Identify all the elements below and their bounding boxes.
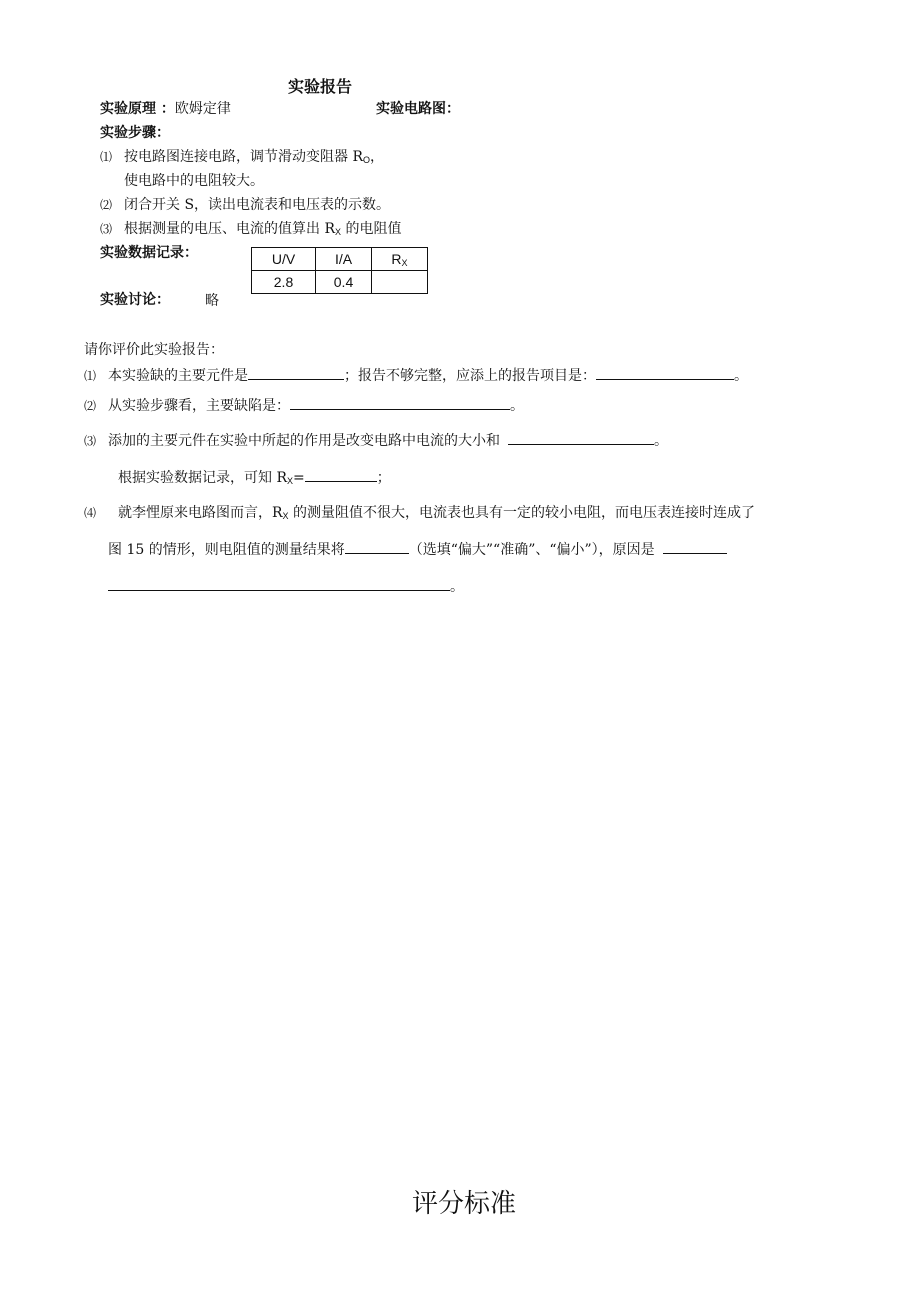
question-3-text: 添加的主要元件在实验中所起的作用是改变电路中电流的大小和: [108, 433, 500, 449]
table-header-cell: U/V: [252, 248, 316, 271]
discussion-value: 略: [205, 293, 219, 309]
step-2: [100, 196, 390, 214]
answer-blank[interactable]: [305, 468, 377, 482]
answer-blank[interactable]: [596, 366, 734, 380]
table-cell: [372, 271, 428, 294]
step-3: [100, 220, 401, 241]
answer-blank[interactable]: [108, 577, 450, 591]
question-3-number: ⑶: [84, 434, 97, 448]
question-2-end: 。: [510, 398, 524, 414]
question-1: [84, 366, 748, 385]
circuit-label: 实验电路图：: [376, 101, 460, 117]
data-label: 实验数据记录：: [100, 245, 198, 261]
table-row: [252, 271, 428, 294]
step-2-text: 闭合开关 S，读出电流表和电压表的示数。: [124, 197, 391, 213]
table-header-cell-rx: [372, 248, 428, 271]
question-1-number: ⑴: [84, 369, 97, 383]
question-4-line2: [108, 540, 727, 559]
principle-line: [100, 100, 231, 118]
step-1-comma: ，: [370, 149, 385, 165]
question-4-text-c: 图 15 的情形，则电阻值的测量结果将: [108, 542, 345, 558]
question-4-line3: [108, 577, 464, 596]
data-table: [251, 247, 428, 294]
principle-value: 欧姆定律: [174, 101, 231, 117]
question-3b-text: 根据实验数据记录，可知 R: [118, 470, 287, 486]
question-4-end: 。: [450, 579, 464, 595]
step-1: [100, 148, 384, 169]
scoring-heading: 评分标准: [412, 1189, 517, 1219]
question-4-subscript: X: [282, 511, 289, 521]
step-3-tail: 的电阻值: [341, 221, 402, 237]
question-3-end: 。: [654, 433, 668, 449]
step-3-text: 根据测量的电压、电流的值算出 R: [124, 221, 335, 237]
questions-intro: 请你评价此实验报告：: [84, 342, 224, 358]
table-cell: 2.8: [252, 271, 316, 294]
question-2-text: 从实验步骤看，主要缺陷是：: [108, 398, 290, 414]
step-1-text: 按电路图连接电路，调节滑动变阻器 R: [124, 149, 363, 165]
question-4-text-d: （选填“偏大”“准确”、“偏小”），原因是: [408, 542, 655, 558]
table-cell: 0.4: [316, 271, 372, 294]
step-1-number: ⑴: [100, 150, 113, 164]
step-2-number: ⑵: [100, 198, 113, 212]
question-2: [84, 396, 524, 415]
report-title: 实验报告: [288, 77, 353, 96]
question-3b-end: ；: [376, 470, 391, 486]
answer-blank[interactable]: [663, 540, 727, 554]
table-header-row: [252, 248, 428, 271]
question-3-part-b: [118, 468, 391, 490]
answer-blank[interactable]: [290, 396, 510, 410]
rx-subscript: X: [401, 257, 408, 268]
step-1-subscript: O: [363, 155, 371, 165]
question-4-text-a: 就李悝原来电路图而言，R: [118, 505, 283, 521]
question-3: [84, 431, 668, 450]
question-3b-equals: =: [293, 470, 305, 486]
question-1-text-b: ；报告不够完整，应添上的报告项目是：: [344, 368, 596, 384]
answer-blank[interactable]: [345, 540, 409, 554]
steps-label: 实验步骤：: [100, 125, 170, 141]
table-header-cell: I/A: [316, 248, 372, 271]
question-4-text-b: 的测量阻值不很大，电流表也具有一定的较小电阻，而电压表连接时连成了: [288, 505, 756, 521]
principle-label: 实验原理 ：: [100, 101, 175, 117]
question-1-text-a: 本实验缺的主要元件是: [108, 368, 248, 384]
question-4: [84, 504, 755, 525]
question-2-number: ⑵: [84, 399, 97, 413]
answer-blank[interactable]: [248, 366, 344, 380]
question-3b-subscript: X: [287, 476, 294, 486]
discussion-label: 实验讨论：: [100, 292, 170, 308]
step-3-number: ⑶: [100, 222, 113, 236]
question-1-end: 。: [734, 368, 748, 384]
answer-blank[interactable]: [508, 431, 654, 445]
rx-letter: R: [391, 250, 402, 267]
question-4-number: ⑷: [84, 506, 97, 520]
step-1-line2: 使电路中的电阻较大。: [124, 173, 264, 189]
step-3-subscript: X: [335, 227, 342, 237]
